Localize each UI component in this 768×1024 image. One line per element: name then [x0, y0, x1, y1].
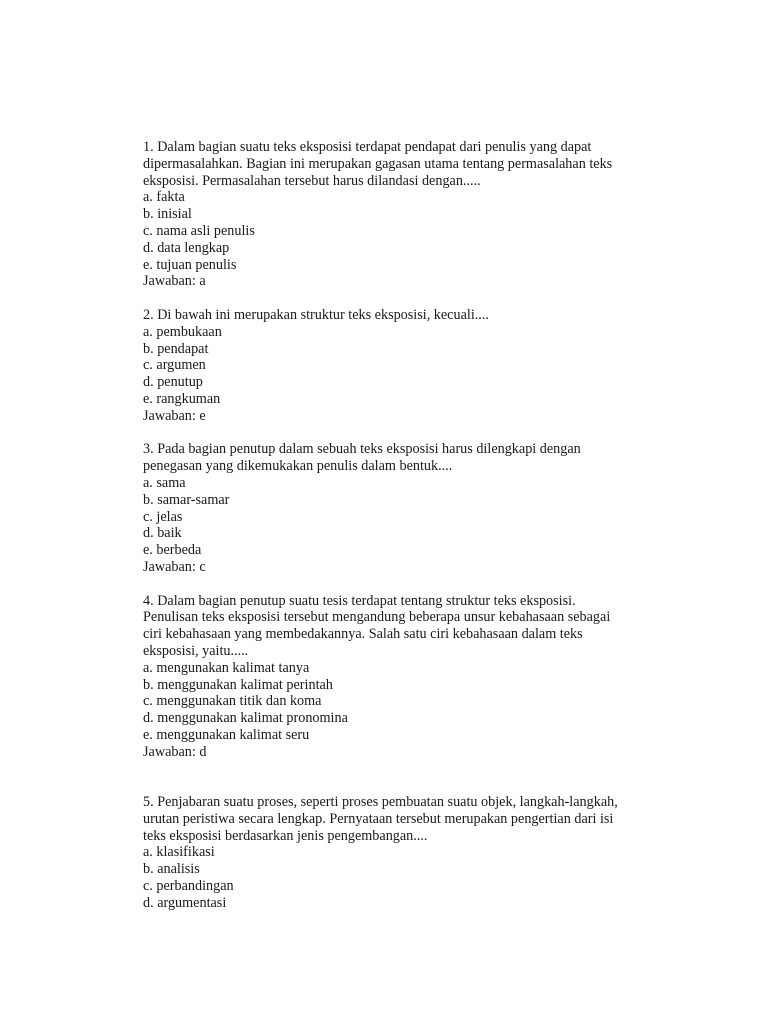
answer-option: b. samar-samar [143, 491, 230, 508]
question-3 [143, 441, 703, 575]
question-stem-line: Penulisan teks eksposisi tersebut mengandung beberapa unsur kebahasaan sebagai [143, 609, 611, 626]
answer-option: d. data lengkap [143, 239, 230, 256]
answer-option: c. menggunakan titik dan koma [143, 693, 322, 710]
answer-key: Jawaban: a [143, 273, 206, 290]
answer-key: Jawaban: d [143, 743, 207, 760]
question-stem-line: 2. Di bawah ini merupakan struktur teks eksposisi, kecuali.... [143, 306, 489, 323]
question-stem-line: eksposisi, yaitu..... [143, 642, 249, 659]
answer-key: Jawaban: e [143, 407, 206, 424]
document-page [143, 139, 703, 928]
answer-option: b. menggunakan kalimat perintah [143, 676, 333, 693]
answer-option: a. fakta [143, 189, 185, 206]
question-stem-line: 4. Dalam bagian penutup suatu tesis terdapat tentang struktur teks eksposisi. [143, 592, 576, 609]
question-stem-line: dipermasalahkan. Bagian ini merupakan gagasan utama tentang permasalahan teks [143, 155, 613, 172]
question-stem-line: ciri kebahasaan yang membedakannya. Salah satu ciri kebahasaan dalam teks [143, 626, 583, 643]
answer-option: b. analisis [143, 861, 200, 878]
answer-option: c. argumen [143, 357, 206, 374]
answer-option: e. menggunakan kalimat seru [143, 726, 310, 743]
question-stem-line: penegasan yang dikemukakan penulis dalam bentuk.... [143, 458, 453, 475]
answer-key: Jawaban: c [143, 558, 206, 575]
question-stem-line: teks eksposisi berdasarkan jenis pengembangan.... [143, 827, 428, 844]
question-4 [143, 593, 703, 761]
answer-option: e. rangkuman [143, 390, 221, 407]
question-stem-line: eksposisi. Permasalahan tersebut harus dilandasi dengan..... [143, 172, 481, 189]
answer-option: c. jelas [143, 508, 183, 525]
answer-option: d. menggunakan kalimat pronomina [143, 710, 348, 727]
answer-option: d. penutup [143, 374, 203, 391]
answer-option: a. klasifikasi [143, 844, 215, 861]
question-stem-line: 1. Dalam bagian suatu teks eksposisi terdapat pendapat dari penulis yang dapat [143, 139, 592, 155]
answer-option: a. sama [143, 474, 186, 491]
question-stem-line: 3. Pada bagian penutup dalam sebuah teks eksposisi harus dilengkapi dengan [143, 441, 581, 458]
question-5 [143, 794, 703, 912]
answer-option: e. berbeda [143, 542, 202, 559]
answer-option: b. inisial [143, 206, 192, 223]
answer-option: e. tujuan penulis [143, 256, 237, 273]
answer-option: c. nama asli penulis [143, 222, 255, 239]
question-2 [143, 307, 703, 425]
answer-option: a. pembukaan [143, 323, 222, 340]
answer-option: d. baik [143, 525, 182, 542]
question-stem-line: urutan peristiwa secara lengkap. Pernyataan tersebut merupakan pengertian dari isi [143, 810, 614, 827]
answer-option: d. argumentasi [143, 894, 227, 911]
answer-option: c. perbandingan [143, 878, 234, 895]
answer-option: b. pendapat [143, 340, 209, 357]
answer-option: a. mengunakan kalimat tanya [143, 659, 310, 676]
question-1 [143, 139, 703, 290]
question-stem-line: 5. Penjabaran suatu proses, seperti proses pembuatan suatu objek, langkah-langkah, [143, 794, 618, 811]
